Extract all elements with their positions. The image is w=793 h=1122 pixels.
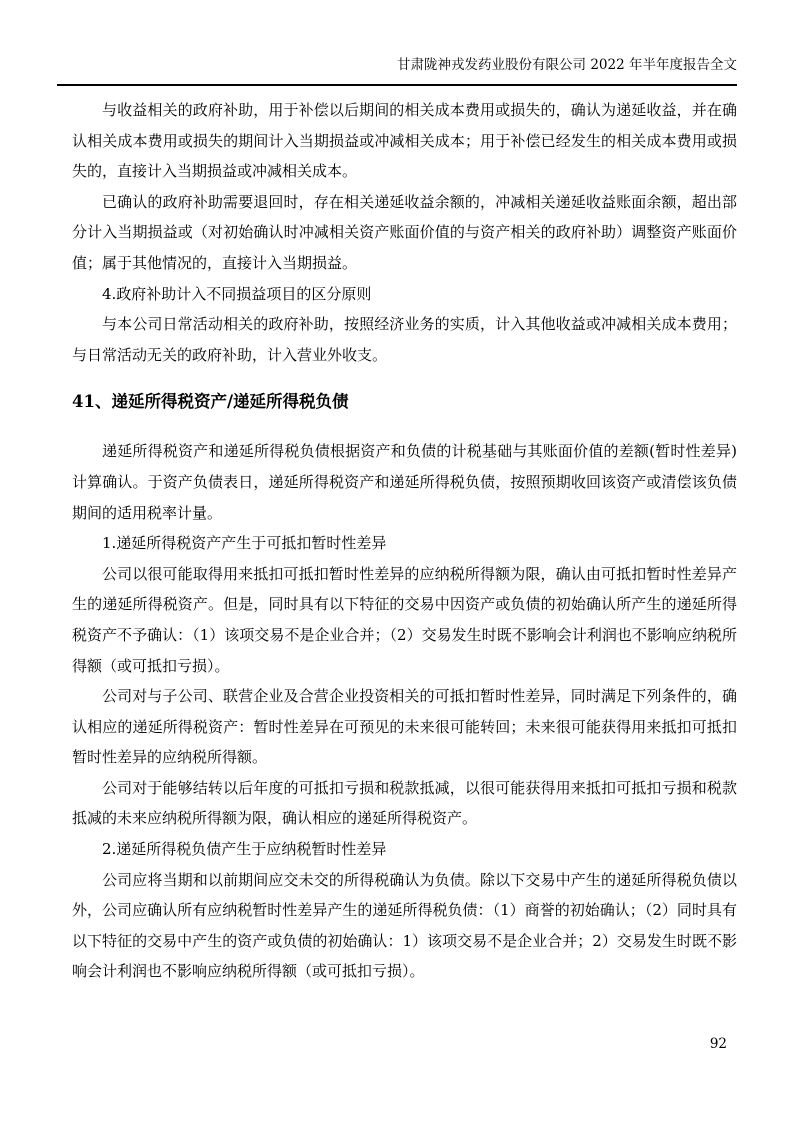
section-heading-41-deferred-tax: 41、递延所得税资产/递延所得税负债: [72, 392, 349, 412]
list-item-1-deferred-tax-assets: 1.递延所得税资产产生于可抵扣暂时性差异: [102, 534, 387, 553]
paragraph-deductible-temporary-difference: 公司以很可能取得用来抵扣可抵扣暂时性差异的应纳税所得额为限，确认由可抵扣暂时性差异产生的递延所得税资产。但是，同时具有以下特征的交易中因资产或负债的初始确认所产生的递延所得税资产不予确认：（1）该项交易不是企业合并；（2）交易发生时既不影响会计利润也不影响应纳税所得额（或可抵扣亏损）。: [72, 564, 737, 675]
paragraph-taxable-temporary-difference: 公司应将当期和以前期间应交未交的所得税确认为负债。除以下交易中产生的递延所得税负债以外，公司应确认所有应纳税暂时性差异产生的递延所得税负债：（1）商誉的初始确认；（2）同时具有以下特征的交易中产生的资产或负债的初始确认：1）该项交易不是企业合并；2）交易发生时既不影响会计利润也不影响应纳税所得额（或可抵扣亏损）。: [72, 870, 737, 981]
paragraph-government-subsidy-income: 与收益相关的政府补助，用于补偿以后期间的相关成本费用或损失的，确认为递延收益，并在确认相关成本费用或损失的期间计入当期损益或冲减相关成本；用于补偿已经发生的相关成本费用或损失的，直接计入当期损益或冲减相关成本。: [72, 101, 737, 181]
paragraph-carryforward-losses: 公司对于能够结转以后年度的可抵扣亏损和税款抵减，以很可能获得用来抵扣可抵扣亏损和税款抵减的未来应纳税所得额为限，确认相应的递延所得税资产。: [72, 778, 737, 828]
document-body: [72, 95, 737, 987]
header-divider-rule: [57, 84, 737, 86]
paragraph-daily-activity-subsidy: 与本公司日常活动相关的政府补助，按照经济业务的实质，计入其他收益或冲减相关成本费用；与日常活动无关的政府补助，计入营业外收支。: [72, 315, 737, 364]
page-number: 92: [709, 1036, 727, 1052]
paragraph-subsidy-refund: 已确认的政府补助需要退回时，存在相关递延收益余额的，冲减相关递延收益账面余额，超出部分计入当期损益或（对初始确认时冲减相关资产账面价值的与资产相关的政府补助）调整资产账面价值；属于其他情况的，直接计入当期损益。: [72, 192, 737, 272]
report-header-title: 甘肃陇神戎发药业股份有限公司 2022 年半年度报告全文: [397, 57, 737, 73]
list-item-4-subsidy-classification: 4.政府补助计入不同损益项目的区分原则: [102, 284, 372, 303]
paragraph-subsidiary-investment-difference: 公司对与子公司、联营企业及合营企业投资相关的可抵扣暂时性差异，同时满足下列条件的，确认相应的递延所得税资产：暂时性差异在可预见的未来很可能转回；未来很可能获得用来抵扣可抵扣暂时性差异的应纳税所得额。: [72, 687, 737, 767]
list-item-2-deferred-tax-liabilities: 2.递延所得税负债产生于应纳税暂时性差异: [102, 840, 387, 859]
paragraph-deferred-tax-measurement: 递延所得税资产和递延所得税负债根据资产和负债的计税基础与其账面价值的差额(暂时性差异)计算确认。于资产负债表日，递延所得税资产和递延所得税负债，按照预期收回该资产或清偿该负债期间的适用税率计量。: [72, 442, 737, 522]
